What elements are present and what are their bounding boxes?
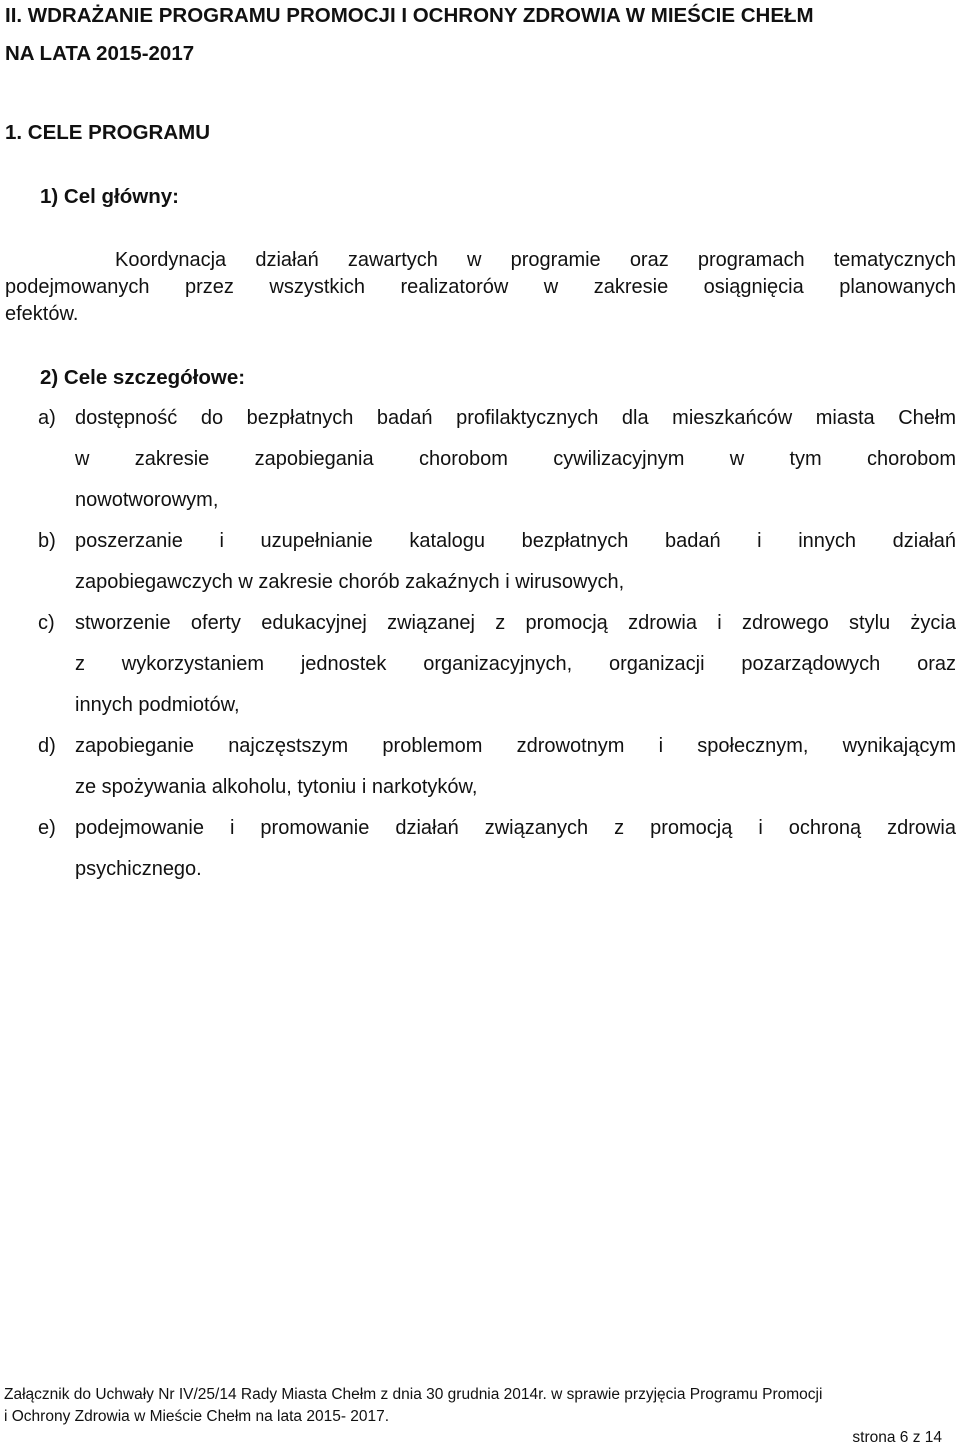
list-item-line: podejmowanie i promowanie działań związanych z promocją i ochroną zdrowia	[75, 817, 956, 839]
list-item-marker: d)	[38, 735, 56, 757]
footer-annex-line-1: Załącznik do Uchwały Nr IV/25/14 Rady Miasta Chełm z dnia 30 grudnia 2014r. w sprawie przyjęcia Programu Promocji	[4, 1386, 823, 1403]
list-item-line: ze spożywania alkoholu, tytoniu i narkotyków,	[75, 776, 478, 798]
list-item-line: psychicznego.	[75, 858, 202, 880]
list-item-marker: b)	[38, 530, 56, 552]
main-goal-text-line: podejmowanych przez wszystkich realizatorów w zakresie osiągnięcia planowanych	[5, 276, 956, 298]
list-item-line: poszerzanie i uzupełnianie katalogu bezpłatnych badań i innych działań	[75, 530, 956, 552]
main-goal-heading: 1) Cel główny:	[40, 185, 179, 208]
list-item-line: dostępność do bezpłatnych badań profilaktycznych dla mieszkańców miasta Chełm	[75, 407, 956, 429]
footer-annex-line-2: i Ochrony Zdrowia w Mieście Chełm na lata 2015- 2017.	[4, 1408, 390, 1425]
list-item-marker: c)	[38, 612, 55, 634]
list-item-line: w zakresie zapobiegania chorobom cywilizacyjnym w tym chorobom	[75, 448, 956, 470]
page-number: strona 6 z 14	[852, 1429, 942, 1446]
section-title: 1. CELE PROGRAMU	[5, 121, 211, 144]
document-title-line-1: II. WDRAŻANIE PROGRAMU PROMOCJI I OCHRONY ZDROWIA W MIEŚCIE CHEŁM	[5, 4, 814, 27]
main-goal-text-line: Koordynacja działań zawartych w programie oraz programach tematycznych	[115, 249, 956, 271]
list-item-line: stworzenie oferty edukacyjnej związanej z promocją zdrowia i zdrowego stylu życia	[75, 612, 956, 634]
detailed-goals-heading: 2) Cele szczegółowe:	[40, 366, 246, 389]
main-goal-text-line: efektów.	[5, 303, 79, 325]
list-item-marker: a)	[38, 407, 56, 429]
list-item-line: zapobieganie najczęstszym problemom zdrowotnym i społecznym, wynikającym	[75, 735, 956, 757]
list-item-line: zapobiegawczych w zakresie chorób zakaźnych i wirusowych,	[75, 571, 625, 593]
list-item-line: z wykorzystaniem jednostek organizacyjnych, organizacji pozarządowych oraz	[75, 653, 956, 675]
list-item-line: nowotworowym,	[75, 489, 219, 511]
document-title-line-2: NA LATA 2015-2017	[5, 42, 195, 65]
list-item-line: innych podmiotów,	[75, 694, 240, 716]
list-item-marker: e)	[38, 817, 56, 839]
